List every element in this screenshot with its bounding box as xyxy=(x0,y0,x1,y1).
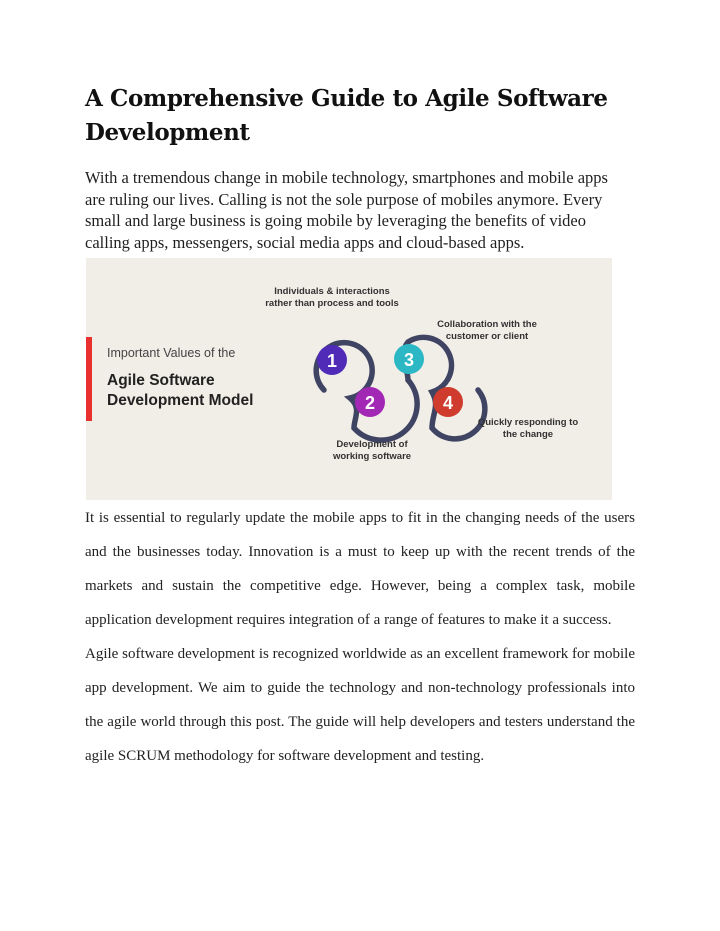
intro-paragraph: With a tremendous change in mobile technology, smartphones and mobile apps are ruling our lives. Calling is not the sole purpose of mobiles anymore. Every small and large business is going mobile by leveraging the benefits of video calling apps, messengers, social media apps and cloud-based apps. xyxy=(85,168,608,252)
value-label-3: Collaboration with the customer or client xyxy=(437,319,537,342)
body-paragraph-1: It is essential to regularly update the mobile apps to fit in the changing needs of the users and the businesses today. Innovation is a must to keep up with the recent trends of the markets and sustain the competitive edge. However, being a complex task, mobile application development requires integration of a range of features to make it a success. xyxy=(85,510,635,628)
document-title: A Comprehensive Guide to Agile Software Development xyxy=(85,85,608,146)
value-node-4 xyxy=(433,387,463,417)
value-number-2: 2 xyxy=(364,393,376,413)
body-paragraph-2: Agile software development is recognized worldwide as an excellent framework for mobile app development. We aim to guide the technology and non-technology professionals into the agile world through this post. The guide will help developers and testers understand the agile SCRUM methodology for software development and testing. xyxy=(85,646,635,764)
infographic-heading: Agile Software Development Model xyxy=(107,372,254,409)
infographic-subtitle: Important Values of the xyxy=(107,346,236,360)
value-number-3: 3 xyxy=(403,350,415,370)
value-label-1: Individuals & interactions rather than process and tools xyxy=(265,286,399,309)
value-number-4: 4 xyxy=(442,393,454,413)
value-label-4: Quickly responding to the change xyxy=(477,417,579,440)
value-label-2: Development of working software xyxy=(332,439,412,462)
value-number-1: 1 xyxy=(326,351,338,371)
value-node-3 xyxy=(394,344,424,374)
value-node-2 xyxy=(355,387,385,417)
value-node-1 xyxy=(317,345,347,375)
document-page xyxy=(85,82,637,773)
agile-values-infographic xyxy=(86,258,612,500)
